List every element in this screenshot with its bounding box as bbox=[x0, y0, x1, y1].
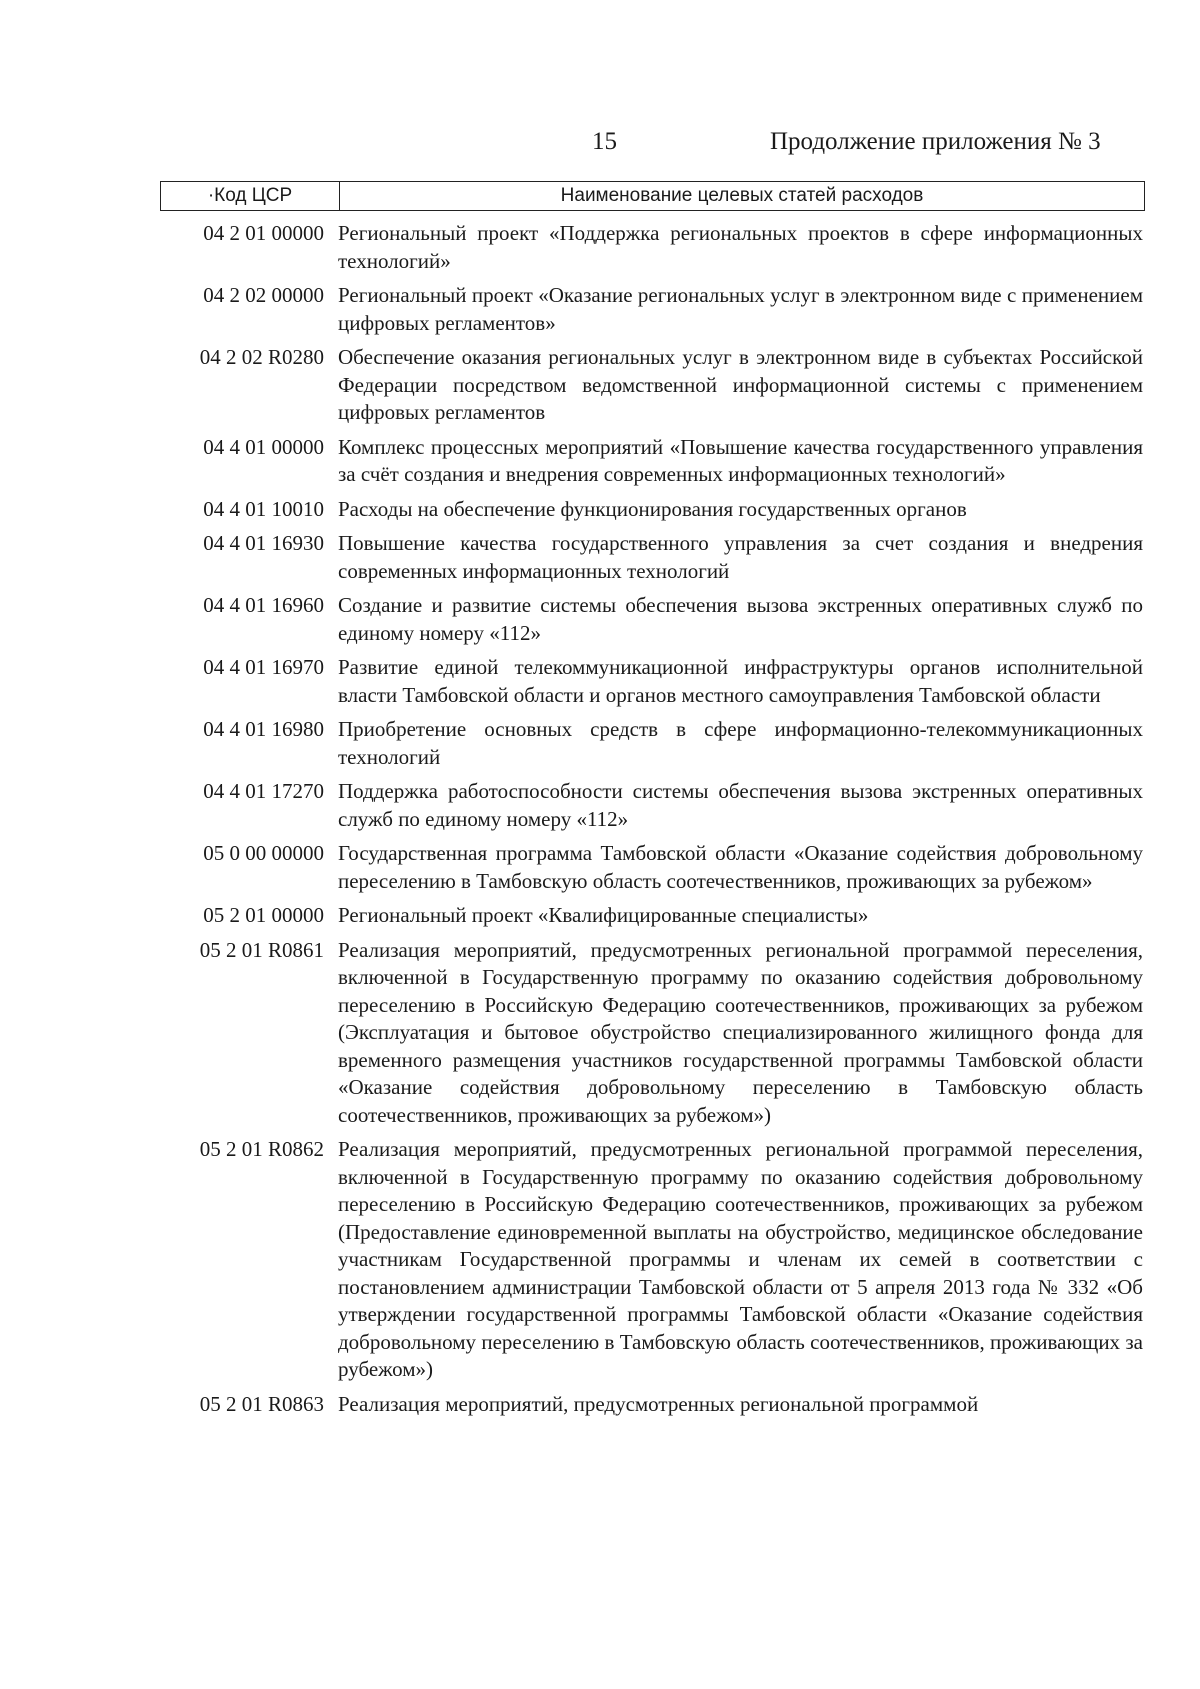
table-header bbox=[160, 181, 1145, 211]
table-row bbox=[160, 937, 1145, 1130]
row-name: Обеспечение оказания региональных услуг в электронном виде в субъектах Российской Федерации посредством ведомственной информационной системы с применением цифровых регламентов bbox=[338, 345, 1143, 424]
row-code: 05 0 00 00000 bbox=[203, 841, 324, 865]
table-row bbox=[160, 840, 1145, 895]
column-header-name: Наименование целевых статей расходов bbox=[560, 185, 924, 206]
row-name: Расходы на обеспечение функционирования государственных органов bbox=[338, 496, 967, 521]
row-name: Государственная программа Тамбовской области «Оказание содействия добровольному переселению в Тамбовскую область соотечественников, проживающих за рубежом» bbox=[338, 841, 1143, 893]
page-header bbox=[0, 128, 1200, 168]
row-code: 04 2 02 R0280 bbox=[199, 345, 324, 369]
row-code: 05 2 01 00000 bbox=[203, 903, 324, 927]
row-code: 04 4 01 17270 bbox=[203, 779, 324, 803]
row-name: Развитие единой телекоммуникационной инфраструктуры органов исполнительной власти Тамбовской области и органов местного самоуправления Тамбовской области bbox=[338, 655, 1143, 707]
row-name: Реализация мероприятий, предусмотренных региональной программой переселения, включенной в Государственную программу по оказанию содействия добровольному переселению в Российскую Федерацию соотечественников, проживающих за рубежом (Предоставление единовременной выплаты на обустройство, медицинское обследование участникам Государственной программы и членам их семей в соответствии с постановлением администрации Тамбовской области от 5 апреля 2013 года № 332 «Об утверждении государственной программы Тамбовской области «Оказание содействия добровольному переселению в Тамбовскую область соотечественников, проживающих за рубежом») bbox=[338, 1137, 1143, 1381]
row-code: 04 4 01 00000 bbox=[203, 434, 324, 459]
row-code: 05 2 01 R0863 bbox=[199, 1391, 324, 1416]
table-row bbox=[160, 282, 1145, 337]
row-code: 04 2 01 00000 bbox=[203, 221, 324, 245]
column-header-code: ·Код ЦСР bbox=[161, 182, 340, 210]
row-code: 04 2 02 00000 bbox=[203, 283, 324, 307]
row-name: Реализация мероприятий, предусмотренных региональной программой bbox=[338, 1391, 979, 1416]
table-body bbox=[160, 220, 1145, 1425]
table-row bbox=[160, 1391, 1145, 1419]
table-row bbox=[160, 496, 1145, 524]
table-row bbox=[160, 530, 1145, 585]
row-name: Региональный проект «Квалифицированные специалисты» bbox=[338, 903, 869, 927]
table-row bbox=[160, 344, 1145, 427]
row-name: Повышение качества государственного управления за счет создания и внедрения современных информационных технологий bbox=[338, 531, 1143, 583]
row-name: Приобретение основных средств в сфере информационно-телекоммуникационных технологий bbox=[338, 717, 1143, 769]
page-number: 15 bbox=[592, 128, 617, 155]
table-row bbox=[160, 654, 1145, 709]
row-code: 04 4 01 16970 bbox=[203, 655, 324, 679]
row-code: 04 4 01 16930 bbox=[203, 531, 324, 555]
table-row bbox=[160, 1136, 1145, 1384]
table-row bbox=[160, 778, 1145, 833]
table-row bbox=[160, 592, 1145, 647]
row-code: 04 4 01 16960 bbox=[203, 593, 324, 617]
row-name: Поддержка работоспособности системы обеспечения вызова экстренных оперативных служб по единому номеру «112» bbox=[338, 779, 1143, 831]
table-row bbox=[160, 220, 1145, 275]
row-code: 04 4 01 10010 bbox=[203, 496, 324, 521]
row-code: 05 2 01 R0862 bbox=[199, 1137, 324, 1161]
row-code: 05 2 01 R0861 bbox=[199, 937, 324, 962]
row-name: Региональный проект «Поддержка региональных проектов в сфере информационных технологий» bbox=[338, 221, 1143, 273]
table-row bbox=[160, 434, 1145, 489]
row-code: 04 4 01 16980 bbox=[203, 717, 324, 741]
table-row bbox=[160, 716, 1145, 771]
row-name: Региональный проект «Оказание региональных услуг в электронном виде с применением цифровых регламентов» bbox=[338, 283, 1143, 335]
continuation-title: Продолжение приложения № 3 bbox=[770, 128, 1101, 155]
row-name: Реализация мероприятий, предусмотренных региональной программой переселения, включенной в Государственную программу по оказанию содействия добровольному переселению в Российскую Федерацию соотечественников, проживающих за рубежом (Эксплуатация и бытовое обустройство специализированного жилищного фонда для временного размещения участников государственной программы Тамбовской области «Оказание содействия добровольному переселению в Тамбовскую область соотечественников, проживающих за рубежом») bbox=[338, 937, 1143, 1127]
row-name: Создание и развитие системы обеспечения вызова экстренных оперативных служб по единому номеру «112» bbox=[338, 593, 1143, 645]
row-name: Комплекс процессных мероприятий «Повышение качества государственного управления за счёт создания и внедрения современных информационных технологий» bbox=[338, 434, 1143, 486]
table-row bbox=[160, 902, 1145, 930]
